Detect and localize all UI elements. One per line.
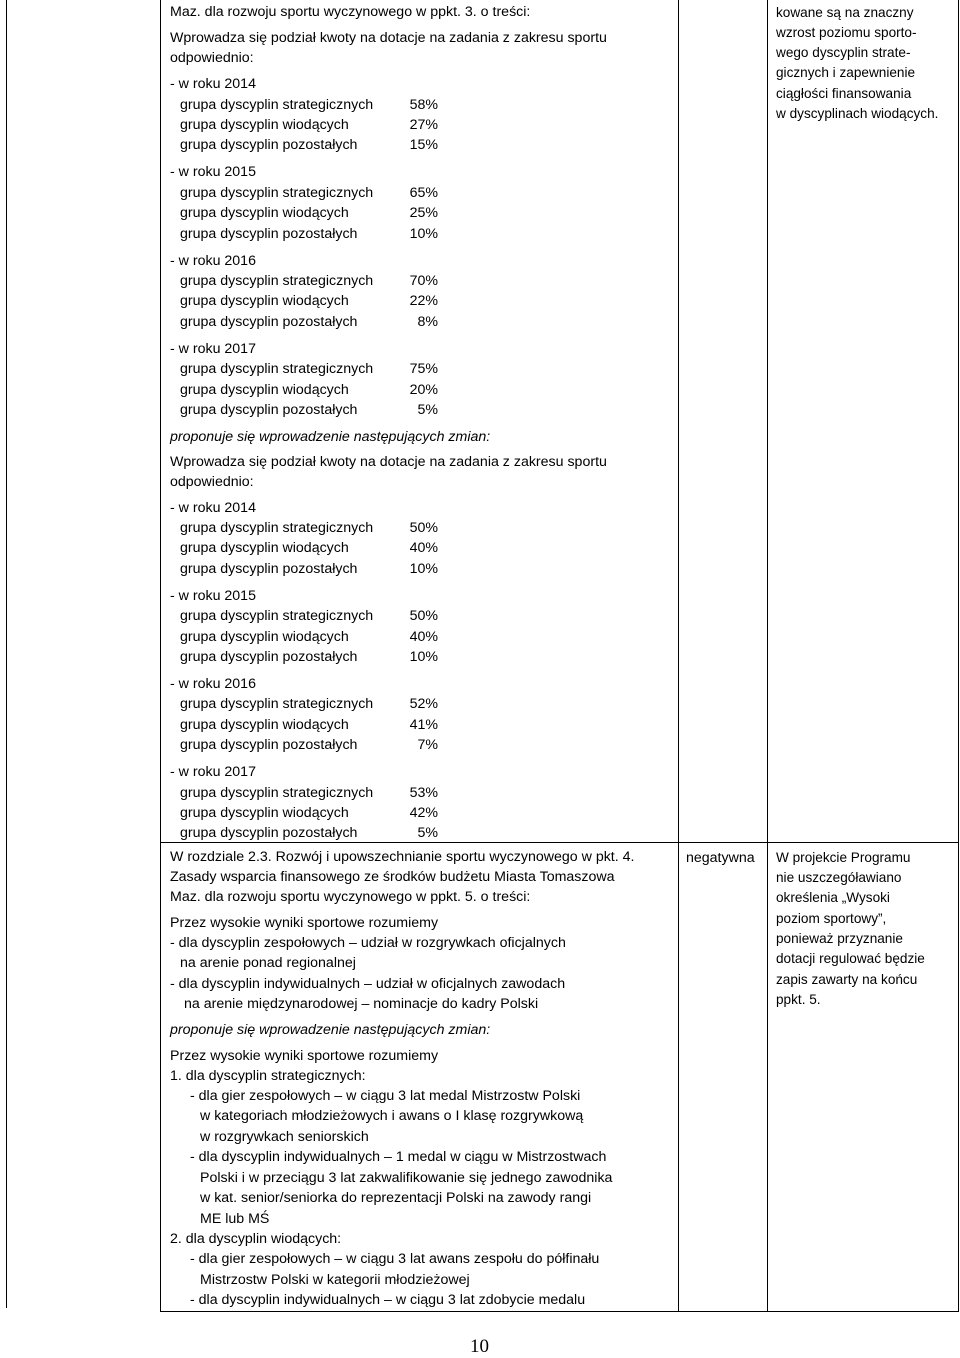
text-line: - dla dyscyplin indywidualnych – udział w oficjalnych zawodach [170, 976, 566, 992]
group-label: grupa dyscyplin wiodących [180, 540, 349, 556]
comment-line: gicznych i zapewnienie [776, 65, 916, 80]
group-label: grupa dyscyplin strategicznych [180, 273, 374, 289]
group-label: grupa dyscyplin pozostałych [180, 402, 358, 418]
text-line: - dla gier zespołowych – w ciągu 3 lat awans zespołu do półfinału [190, 1251, 600, 1267]
group-label: grupa dyscyplin strategicznych [180, 608, 374, 624]
column-divider-1 [678, 0, 679, 1311]
group-label: grupa dyscyplin wiodących [180, 205, 349, 221]
comment-line: W projekcie Programu [776, 850, 911, 865]
group-percent: 5% [417, 402, 438, 418]
column-divider-2 [767, 0, 768, 1311]
text-line: na arenie międzynarodowej – nominacje do kadry Polski [184, 996, 539, 1012]
text-line: Maz. dla rozwoju sportu wyczynowego w ppkt. 3. o treści: [170, 4, 531, 20]
comment-line: wego dyscyplin strate- [776, 45, 911, 60]
group-percent: 75% [409, 361, 438, 377]
comment-line: nie uszczegóławiano [776, 870, 902, 885]
text-line: Przez wysokie wyniki sportowe rozumiemy [170, 1048, 439, 1064]
text-line: Przez wysokie wyniki sportowe rozumiemy [170, 915, 439, 931]
text-line: - dla dyscyplin indywidualnych – 1 medal w ciągu w Mistrzostwach [190, 1149, 607, 1165]
group-label: grupa dyscyplin wiodących [180, 117, 349, 133]
group-label: grupa dyscyplin pozostałych [180, 226, 358, 242]
year-heading: - w roku 2014 [170, 500, 256, 516]
text-line: w rozgrywkach seniorskich [200, 1129, 369, 1145]
comment-line: w dyscyplinach wiodących. [776, 106, 939, 121]
group-percent: 53% [409, 785, 438, 801]
group-percent: 10% [409, 561, 438, 577]
text-line: 2. dla dyscyplin wiodących: [170, 1231, 342, 1247]
group-label: grupa dyscyplin wiodących [180, 805, 349, 821]
year-heading: - w roku 2017 [170, 341, 256, 357]
text-line: 1. dla dyscyplin strategicznych: [170, 1068, 366, 1084]
group-percent: 5% [417, 825, 438, 841]
group-label: grupa dyscyplin strategicznych [180, 696, 374, 712]
comment-line: zapis zawarty na końcu [776, 972, 918, 987]
group-label: grupa dyscyplin strategicznych [180, 185, 374, 201]
left-margin-line [6, 0, 7, 1308]
proposal-heading: proponuje się wprowadzenie następujących zmian: [170, 1022, 491, 1038]
group-percent: 50% [409, 520, 438, 536]
group-label: grupa dyscyplin wiodących [180, 717, 349, 733]
text-line: w kat. senior/seniorka do reprezentacji Polski na zawody rangi [200, 1190, 592, 1206]
group-percent: 22% [409, 293, 438, 309]
text-line: - dla dyscyplin indywidualnych – w ciągu 3 lat zdobycie medalu [190, 1292, 586, 1308]
group-percent: 40% [409, 540, 438, 556]
group-label: grupa dyscyplin pozostałych [180, 561, 358, 577]
year-heading: - w roku 2015 [170, 588, 256, 604]
group-percent: 27% [409, 117, 438, 133]
group-label: grupa dyscyplin pozostałych [180, 314, 358, 330]
group-label: grupa dyscyplin pozostałych [180, 137, 358, 153]
group-percent: 20% [409, 382, 438, 398]
comment-line: dotacji regulować będzie [776, 951, 925, 966]
group-percent: 50% [409, 608, 438, 624]
text-line: Zasady wsparcia finansowego ze środków budżetu Miasta Tomaszowa [170, 869, 615, 885]
year-heading: - w roku 2016 [170, 676, 256, 692]
group-percent: 8% [417, 314, 438, 330]
group-percent: 10% [409, 226, 438, 242]
group-percent: 7% [417, 737, 438, 753]
text-line: Wprowadza się podział kwoty na dotacje na zadania z zakresu sportu [170, 454, 607, 470]
group-percent: 25% [409, 205, 438, 221]
comment-line: wzrost poziomu sporto- [776, 25, 917, 40]
group-percent: 65% [409, 185, 438, 201]
text-line: W rozdziale 2.3. Rozwój i upowszechnianie sportu wyczynowego w pkt. 4. [170, 849, 635, 865]
group-percent: 15% [409, 137, 438, 153]
text-line: ME lub MŚ [200, 1211, 270, 1227]
group-percent: 42% [409, 805, 438, 821]
group-label: grupa dyscyplin wiodących [180, 629, 349, 645]
comment-line: ppkt. 5. [776, 992, 821, 1007]
proposal-heading: proponuje się wprowadzenie następujących zmian: [170, 429, 491, 445]
text-line: - dla gier zespołowych – w ciągu 3 lat medal Mistrzostw Polski [190, 1088, 581, 1104]
comment-line: kowane są na znaczny [776, 5, 914, 20]
group-percent: 58% [409, 97, 438, 113]
group-label: grupa dyscyplin strategicznych [180, 785, 374, 801]
group-label: grupa dyscyplin pozostałych [180, 649, 358, 665]
year-heading: - w roku 2014 [170, 76, 256, 92]
text-line: Wprowadza się podział kwoty na dotacje na zadania z zakresu sportu [170, 30, 607, 46]
year-heading: - w roku 2016 [170, 253, 256, 269]
comment-line: ciągłości finansowania [776, 86, 912, 101]
status-text: negatywna [686, 850, 755, 866]
text-line: - dla dyscyplin zespołowych – udział w rozgrywkach oficjalnych [170, 935, 566, 951]
group-label: grupa dyscyplin wiodących [180, 293, 349, 309]
text-line: Maz. dla rozwoju sportu wyczynowego w ppkt. 5. o treści: [170, 889, 531, 905]
text-line: Polski i w przeciągu 3 lat zakwalifikowanie się jednego zawodnika [200, 1170, 613, 1186]
comment-line: ponieważ przyznanie [776, 931, 903, 946]
group-label: grupa dyscyplin strategicznych [180, 520, 374, 536]
group-percent: 41% [409, 717, 438, 733]
page-number: 10 [470, 1336, 489, 1357]
group-label: grupa dyscyplin wiodących [180, 382, 349, 398]
group-percent: 70% [409, 273, 438, 289]
year-heading: - w roku 2015 [170, 164, 256, 180]
comment-line: poziom sportowy”, [776, 911, 887, 926]
text-line: Mistrzostw Polski w kategorii młodzieżowej [200, 1272, 470, 1288]
text-line: odpowiednio: [170, 50, 254, 66]
group-label: grupa dyscyplin strategicznych [180, 361, 374, 377]
group-label: grupa dyscyplin pozostałych [180, 825, 358, 841]
group-percent: 10% [409, 649, 438, 665]
text-line: odpowiednio: [170, 474, 254, 490]
group-label: grupa dyscyplin strategicznych [180, 97, 374, 113]
year-heading: - w roku 2017 [170, 764, 256, 780]
group-percent: 52% [409, 696, 438, 712]
text-line: na arenie ponad regionalnej [180, 955, 356, 971]
group-percent: 40% [409, 629, 438, 645]
group-label: grupa dyscyplin pozostałych [180, 737, 358, 753]
text-line: w kategoriach młodzieżowych i awans o I klasę rozgrywkową [200, 1108, 584, 1124]
comment-line: określenia „Wysoki [776, 890, 890, 905]
